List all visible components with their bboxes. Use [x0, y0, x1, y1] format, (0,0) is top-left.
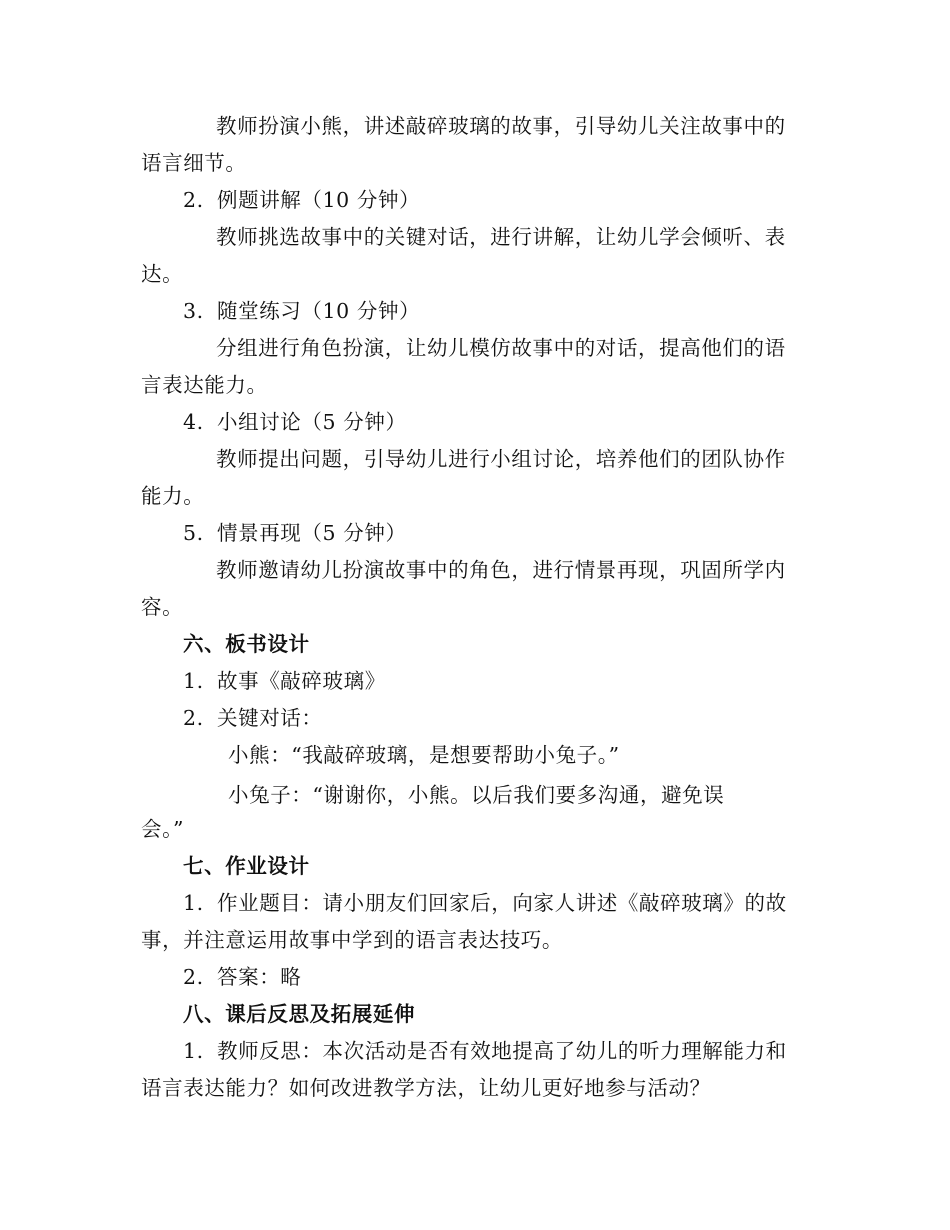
list-item — [183, 1037, 848, 1065]
list-item-text: 故事《敲碎玻璃》 — [217, 669, 386, 693]
paragraph-line: 语言细节。 — [141, 151, 247, 175]
paragraph-line: 教师挑选故事中的关键对话，进行讲解，让幼儿学会倾听、表 — [216, 225, 786, 249]
list-number: 2. — [183, 965, 204, 989]
list-item — [183, 963, 848, 991]
paragraph-line: 能力。 — [141, 484, 205, 508]
list-item-heading — [183, 519, 848, 547]
paragraph-line: 言表达能力。 — [141, 373, 268, 397]
list-item-heading — [183, 408, 848, 436]
list-item-heading — [183, 297, 848, 325]
list-item — [183, 667, 848, 695]
dialogue-line: 会。” — [141, 817, 185, 841]
list-item — [183, 704, 848, 732]
paragraph-line: 达。 — [141, 262, 184, 286]
list-item-text: 答案：略 — [217, 965, 302, 989]
list-number: 5. — [183, 521, 204, 545]
list-number: 1. — [183, 1039, 204, 1063]
paragraph-line: 容。 — [141, 595, 184, 619]
list-item-text: 作业题目：请小朋友们回家后，向家人讲述《敲碎玻璃》的故 — [217, 891, 787, 915]
list-item-text: 教师反思：本次活动是否有效地提高了幼儿的听力理解能力和 — [217, 1039, 787, 1063]
section-heading: 七、作业设计 — [183, 854, 310, 878]
list-number: 1. — [183, 669, 204, 693]
list-item-text: 随堂练习（10 分钟） — [217, 299, 421, 323]
list-number: 2. — [183, 706, 204, 730]
list-item-text: 情景再现（5 分钟） — [217, 521, 407, 545]
list-number: 3. — [183, 299, 204, 323]
paragraph-line: 教师提出问题，引导幼儿进行小组讨论，培养他们的团队协作 — [216, 447, 786, 471]
section-heading: 六、板书设计 — [183, 632, 310, 656]
section-heading: 八、课后反思及拓展延伸 — [183, 1002, 416, 1026]
list-item — [183, 889, 848, 917]
dialogue-line: 小兔子：“谢谢你，小熊。以后我们要多沟通，避免误 — [228, 783, 725, 807]
list-number: 2. — [183, 188, 204, 212]
list-item-text: 关键对话： — [217, 706, 323, 730]
paragraph-line: 教师扮演小熊，讲述敲碎玻璃的故事，引导幼儿关注故事中的 — [216, 114, 786, 138]
paragraph-line: 教师邀请幼儿扮演故事中的角色，进行情景再现，巩固所学内 — [216, 558, 786, 582]
paragraph-line: 语言表达能力？如何改进教学方法，让幼儿更好地参与活动？ — [141, 1076, 711, 1100]
list-number: 4. — [183, 410, 204, 434]
list-item-text: 小组讨论（5 分钟） — [217, 410, 407, 434]
list-number: 1. — [183, 891, 204, 915]
list-item-text: 例题讲解（10 分钟） — [217, 188, 421, 212]
paragraph-line: 事，并注意运用故事中学到的语言表达技巧。 — [141, 928, 563, 952]
dialogue-line: 小熊：“我敲碎玻璃，是想要帮助小兔子。” — [228, 743, 620, 767]
list-item-heading — [183, 186, 848, 214]
paragraph-line: 分组进行角色扮演，让幼儿模仿故事中的对话，提高他们的语 — [216, 336, 786, 360]
